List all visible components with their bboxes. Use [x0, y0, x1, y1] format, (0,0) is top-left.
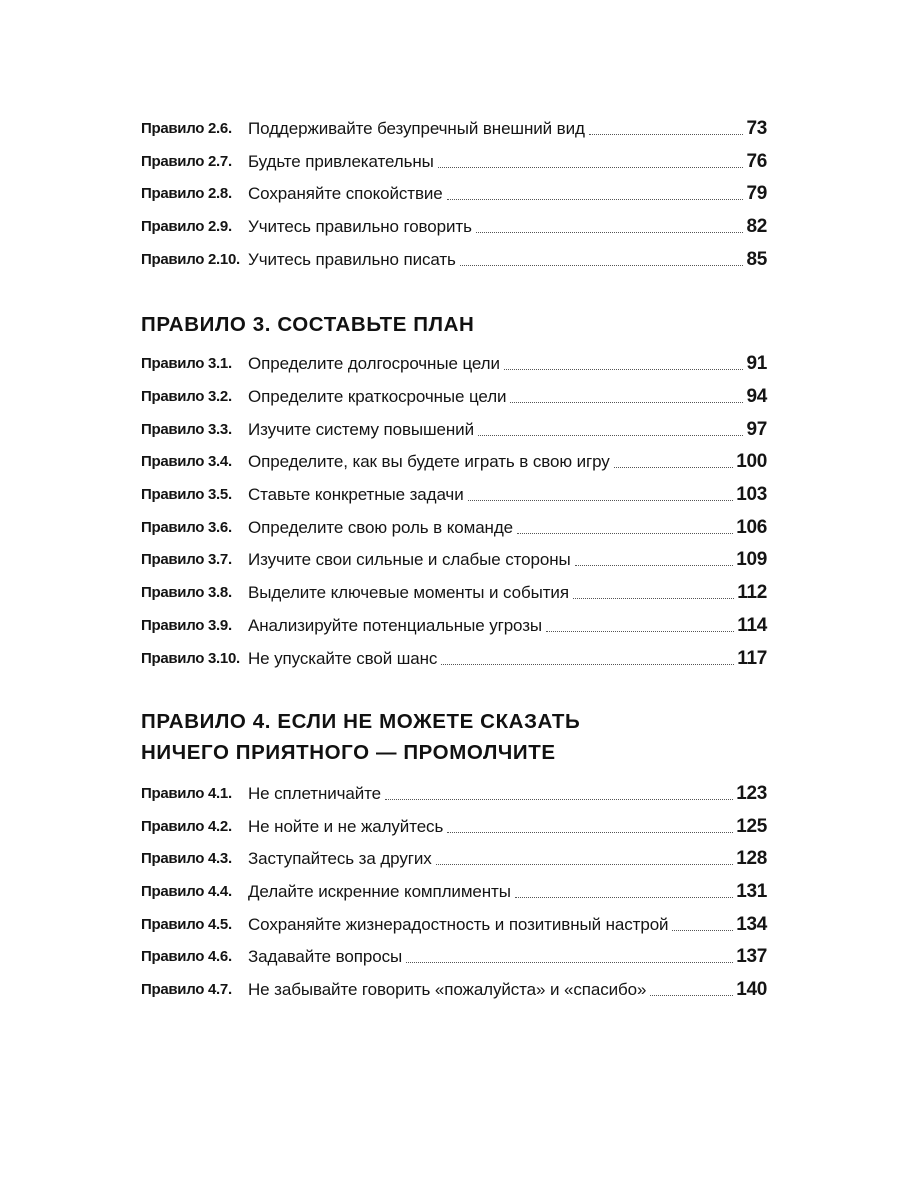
entry-page-number: 73: [746, 118, 767, 139]
entry-title: Не упускайте свой шанс: [248, 649, 438, 668]
entry-label: Правило 3.9.: [141, 617, 232, 634]
entry-page-number: 106: [736, 517, 767, 538]
entry-label: Правило 2.7.: [141, 153, 232, 170]
entry-page-number: 76: [746, 151, 767, 172]
entry-title: Анализируйте потенциальные угрозы: [248, 616, 543, 635]
dot-leader: [447, 814, 733, 833]
toc-entry[interactable]: [141, 781, 767, 807]
entry-page-number: 112: [737, 582, 767, 603]
dot-leader: [614, 449, 734, 468]
entry-label: Правило 3.4.: [141, 453, 232, 470]
toc-entry[interactable]: [141, 214, 767, 240]
entry-title: Изучите систему повышений: [248, 420, 474, 439]
entry-title: Не забывайте говорить «пожалуйста» и «спасибо»: [248, 980, 647, 999]
toc-entry[interactable]: [141, 613, 767, 639]
entry-title: Определите краткосрочные цели: [248, 387, 507, 406]
toc-entry[interactable]: [141, 912, 767, 938]
entry-label: Правило 4.6.: [141, 948, 232, 965]
toc-entry[interactable]: [141, 116, 767, 142]
entry-title: Выделите ключевые моменты и события: [248, 583, 569, 602]
dot-leader: [575, 547, 734, 566]
entry-label: Правило 2.6.: [141, 120, 232, 137]
entry-title: Определите долгосрочные цели: [248, 354, 500, 373]
entry-title: Будьте привлекательны: [248, 152, 434, 171]
entry-label: Правило 3.10.: [141, 650, 240, 667]
toc-entry[interactable]: [141, 814, 767, 840]
toc-entry[interactable]: [141, 351, 767, 377]
toc-entry[interactable]: [141, 580, 767, 606]
dot-leader: [517, 515, 733, 534]
entry-page-number: 131: [736, 881, 767, 902]
toc-entry[interactable]: [141, 482, 767, 508]
entry-label: Правило 3.7.: [141, 551, 232, 568]
entry-title: Ставьте конкретные задачи: [248, 485, 464, 504]
entry-title: Сохраняйте жизнерадостность и позитивный настрой: [248, 915, 669, 934]
dot-leader: [441, 646, 734, 665]
entry-page-number: 82: [746, 216, 767, 237]
entry-title: Не сплетничайте: [248, 784, 381, 803]
entry-page-number: 109: [736, 549, 767, 570]
entry-title: Учитесь правильно писать: [248, 250, 456, 269]
entry-page-number: 140: [736, 979, 767, 1000]
entry-page-number: 100: [736, 451, 767, 472]
toc-entry[interactable]: [141, 247, 767, 273]
entry-title: Определите, как вы будете играть в свою игру: [248, 452, 610, 471]
entry-title: Поддерживайте безупречный внешний вид: [248, 119, 585, 138]
dot-leader: [476, 214, 744, 233]
entry-label: Правило 4.5.: [141, 916, 232, 933]
entry-label: Правило 3.5.: [141, 486, 232, 503]
dot-leader: [510, 384, 743, 403]
toc-entry[interactable]: [141, 181, 767, 207]
entry-label: Правило 4.4.: [141, 883, 232, 900]
dot-leader: [515, 879, 733, 898]
dot-leader: [573, 580, 734, 599]
section-3-heading: ПРАВИЛО 3. СОСТАВЬТЕ ПЛАН: [141, 313, 475, 336]
entry-title: Учитесь правильно говорить: [248, 217, 472, 236]
dot-leader: [650, 977, 733, 996]
toc-entry[interactable]: [141, 646, 767, 672]
entry-page-number: 103: [736, 484, 767, 505]
entry-title: Сохраняйте спокойствие: [248, 184, 443, 203]
entry-label: Правило 4.3.: [141, 850, 232, 867]
entry-label: Правило 3.1.: [141, 355, 232, 372]
section-4-heading-line1: ПРАВИЛО 4. ЕСЛИ НЕ МОЖЕТЕ СКАЗАТЬ: [141, 710, 581, 733]
toc-entry[interactable]: [141, 879, 767, 905]
entry-label: Правило 3.8.: [141, 584, 232, 601]
entry-page-number: 85: [746, 249, 767, 270]
entry-page-number: 125: [736, 816, 767, 837]
entry-page-number: 91: [746, 353, 767, 374]
entry-label: Правило 3.2.: [141, 388, 232, 405]
entry-page-number: 123: [736, 783, 767, 804]
dot-leader: [447, 181, 744, 200]
section-4-heading-line2: НИЧЕГО ПРИЯТНОГО — ПРОМОЛЧИТЕ: [141, 741, 556, 764]
toc-entry[interactable]: [141, 449, 767, 475]
entry-page-number: 128: [736, 848, 767, 869]
dot-leader: [468, 482, 734, 501]
dot-leader: [589, 116, 744, 135]
toc-entry[interactable]: [141, 149, 767, 175]
dot-leader: [436, 846, 734, 865]
entry-label: Правило 4.7.: [141, 981, 232, 998]
entry-page-number: 117: [737, 648, 767, 669]
toc-entry[interactable]: [141, 944, 767, 970]
dot-leader: [460, 247, 744, 266]
toc-entry[interactable]: [141, 384, 767, 410]
dot-leader: [406, 944, 733, 963]
toc-entry[interactable]: [141, 977, 767, 1003]
entry-page-number: 79: [746, 183, 767, 204]
toc-entry[interactable]: [141, 417, 767, 443]
entry-page-number: 97: [746, 419, 767, 440]
entry-page-number: 114: [737, 615, 767, 636]
dot-leader: [385, 781, 733, 800]
dot-leader: [504, 351, 744, 370]
dot-leader: [438, 149, 744, 168]
entry-label: Правило 2.9.: [141, 218, 232, 235]
dot-leader: [478, 417, 743, 436]
entry-page-number: 94: [746, 386, 767, 407]
toc-entry[interactable]: [141, 515, 767, 541]
entry-title: Определите свою роль в команде: [248, 518, 514, 537]
entry-title: Делайте искренние комплименты: [248, 882, 511, 901]
entry-title: Заступайтесь за других: [248, 849, 432, 868]
toc-entry[interactable]: [141, 846, 767, 872]
entry-label: Правило 4.1.: [141, 785, 232, 802]
entry-label: Правило 2.8.: [141, 185, 232, 202]
toc-entry[interactable]: [141, 547, 767, 573]
entry-label: Правило 4.2.: [141, 818, 232, 835]
entry-label: Правило 3.6.: [141, 519, 232, 536]
entry-label: Правило 2.10.: [141, 251, 240, 268]
entry-title: Не нойте и не жалуйтесь: [248, 817, 444, 836]
dot-leader: [546, 613, 734, 632]
dot-leader: [672, 912, 733, 931]
entry-page-number: 137: [736, 946, 767, 967]
entry-title: Изучите свои сильные и слабые стороны: [248, 550, 571, 569]
entry-label: Правило 3.3.: [141, 421, 232, 438]
entry-page-number: 134: [736, 914, 767, 935]
entry-title: Задавайте вопросы: [248, 947, 403, 966]
